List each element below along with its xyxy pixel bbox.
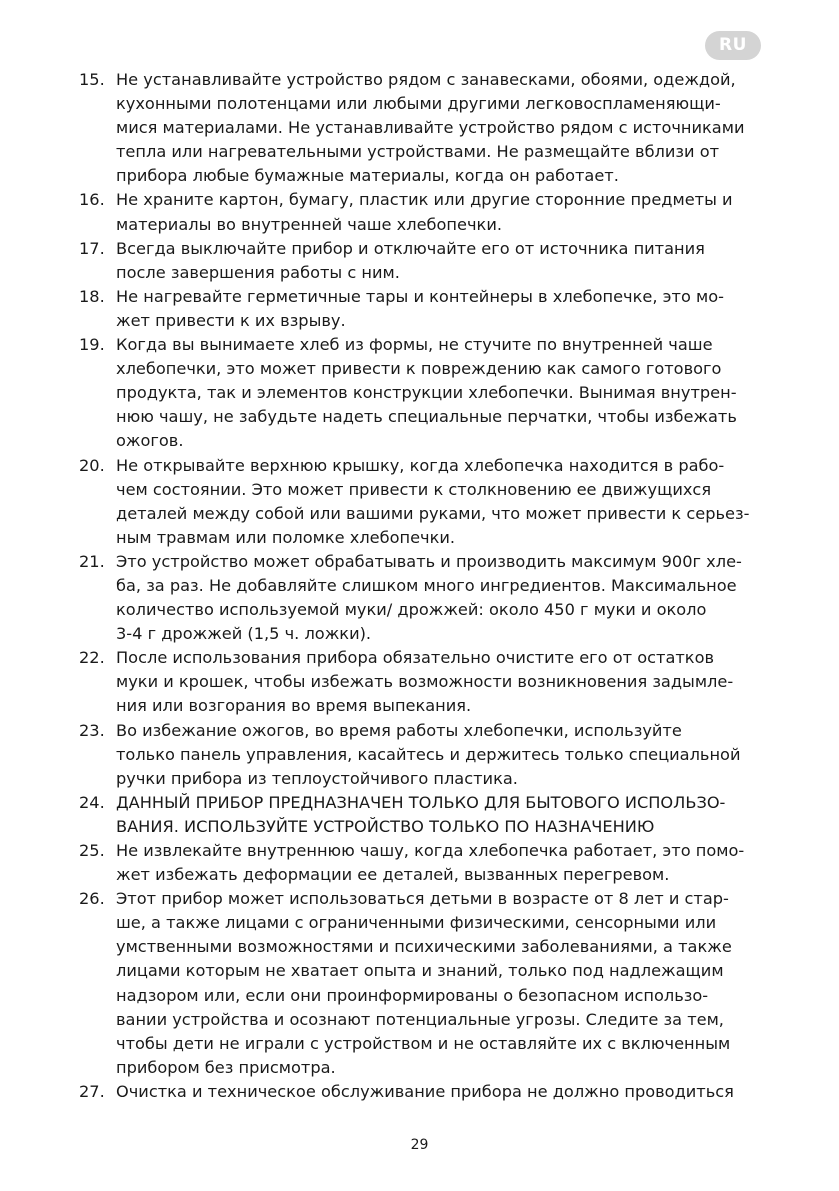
list-item-text — [116, 285, 761, 333]
text-line: мися материалами. Не устанавливайте устройство рядом с источниками — [116, 118, 745, 138]
list-item-text — [116, 887, 761, 1080]
text-line: ручки прибора из теплоустойчивого пластика. — [116, 768, 518, 788]
list-item-number: 22. — [79, 648, 105, 668]
list-item — [79, 188, 761, 236]
list-item — [79, 550, 761, 646]
list-item-number: 23. — [79, 720, 105, 740]
list-item-text — [116, 646, 761, 718]
list-item-number: 27. — [79, 1081, 105, 1101]
text-line: ВАНИЯ. ИСПОЛЬЗУЙТЕ УСТРОЙСТВО ТОЛЬКО ПО НАЗНАЧЕНИЮ — [116, 816, 655, 836]
text-line: Когда вы вынимаете хлеб из формы, не стучите по внутренней чаше — [116, 335, 713, 355]
list-item-number: 19. — [79, 335, 105, 355]
list-item-text — [116, 719, 761, 791]
list-item-number: 25. — [79, 841, 105, 860]
list-item-number: 18. — [79, 286, 105, 306]
list-item-text — [116, 839, 761, 887]
list-item — [79, 454, 761, 550]
list-item-number: 15. — [79, 70, 105, 89]
list-item-text — [116, 333, 761, 453]
text-line: После использования прибора обязательно очистите его от остатков — [116, 648, 715, 668]
text-line: нюю чашу, не забудьте надеть специальные перчатки, чтобы избежать — [116, 407, 737, 427]
list-item — [79, 791, 761, 839]
text-line: 3-4 г дрожжей (1,5 ч. ложки). — [116, 624, 372, 644]
list-item-number: 17. — [79, 238, 105, 258]
text-line: Этот прибор может использоваться детьми в возрасте от 8 лет и стар- — [116, 889, 729, 909]
text-line: материалы во внутренней чаше хлебопечки. — [116, 214, 502, 234]
text-line: ба, за раз. Не добавляйте слишком много ингредиентов. Максимальное — [116, 575, 737, 595]
text-line: количество используемой муки/ дрожжей: около 450 г муки и около — [116, 600, 707, 620]
text-line: прибора любые бумажные материалы, когда он работает. — [116, 166, 619, 186]
list-item-number: 21. — [79, 551, 105, 571]
text-line: надзором или, если они проинформированы о безопасном использо- — [116, 985, 709, 1005]
text-line: ше, а также лицами с ограниченными физическими, сенсорными или — [116, 913, 717, 933]
list-item-text — [116, 550, 761, 646]
text-line: Всегда выключайте прибор и отключайте его от источника питания — [116, 238, 705, 258]
list-item — [79, 887, 761, 1080]
text-line: умственными возможностями и психическими заболеваниями, а также — [116, 937, 732, 957]
text-line: лицами которым не хватает опыта и знаний, только под надлежащим — [116, 961, 724, 981]
list-item-number: 16. — [79, 190, 105, 210]
text-line: Не извлекайте внутреннюю чашу, когда хлебопечка работает, это помо- — [116, 841, 745, 860]
list-item — [79, 839, 761, 887]
text-line: Не открывайте верхнюю крышку, когда хлебопечка находится в рабо- — [116, 455, 725, 475]
text-line: кухонными полотенцами или любыми другими легковоспламеняющи- — [116, 94, 721, 114]
text-line: продукта, так и элементов конструкции хлебопечки. Вынимая внутрен- — [116, 383, 737, 403]
text-line: ДАННЫЙ ПРИБОР ПРЕДНАЗНАЧЕН ТОЛЬКО ДЛЯ БЫТОВОГО ИСПОЛЬЗО- — [116, 792, 726, 812]
list-item — [79, 68, 761, 188]
list-item — [79, 719, 761, 791]
list-item-text — [116, 791, 761, 839]
list-item — [79, 646, 761, 718]
page-number: 29 — [410, 1137, 429, 1153]
text-line: Это устройство может обрабатывать и производить максимум 900г хле- — [116, 551, 742, 571]
text-line: хлебопечки, это может привести к повреждению как самого готового — [116, 359, 722, 379]
list-item-text — [116, 237, 761, 285]
list-item-text — [116, 454, 761, 550]
list-item — [79, 333, 761, 453]
list-item-number: 24. — [79, 792, 105, 812]
text-line: только панель управления, касайтесь и держитесь только специальной — [116, 744, 741, 764]
text-line: Не нагревайте герметичные тары и контейнеры в хлебопечке, это мо- — [116, 286, 724, 306]
list-item — [79, 285, 761, 333]
safety-instructions-list — [79, 68, 761, 1104]
text-line: Не устанавливайте устройство рядом с занавесками, обоями, одеждой, — [116, 70, 736, 89]
text-line: чем состоянии. Это может привести к столкновению ее движущихся — [116, 479, 712, 499]
text-line: после завершения работы с ним. — [116, 262, 400, 282]
list-item-number: 26. — [79, 889, 105, 909]
text-line: жет избежать деформации ее деталей, вызванных перегревом. — [116, 865, 670, 885]
text-line: жет привести к их взрыву. — [116, 310, 346, 330]
text-line: тепла или нагревательными устройствами. Не размещайте вблизи от — [116, 142, 720, 162]
text-line: ния или возгорания во время выпекания. — [116, 696, 472, 716]
text-line: прибором без присмотра. — [116, 1057, 336, 1077]
list-item-text — [116, 188, 761, 236]
language-badge: RU — [705, 31, 761, 60]
text-line: чтобы дети не играли с устройством и не оставляйте их с включенным — [116, 1033, 731, 1053]
text-line: муки и крошек, чтобы избежать возможности возникновения задымле- — [116, 672, 734, 692]
list-item — [79, 237, 761, 285]
text-line: ожогов. — [116, 431, 184, 451]
text-line: вании устройства и осознают потенциальные угрозы. Следите за тем, — [116, 1009, 724, 1029]
text-line: Очистка и техническое обслуживание прибора не должно проводиться — [116, 1081, 734, 1101]
list-item-text — [116, 1080, 761, 1104]
text-line: Не храните картон, бумагу, пластик или другие сторонние предметы и — [116, 190, 733, 210]
text-line: Во избежание ожогов, во время работы хлебопечки, используйте — [116, 720, 682, 740]
text-line: деталей между собой или вашими руками, что может привести к серьез- — [116, 503, 750, 523]
list-item — [79, 1080, 761, 1104]
list-item-number: 20. — [79, 455, 105, 475]
list-item-text — [116, 68, 761, 188]
text-line: ным травмам или поломке хлебопечки. — [116, 527, 456, 547]
